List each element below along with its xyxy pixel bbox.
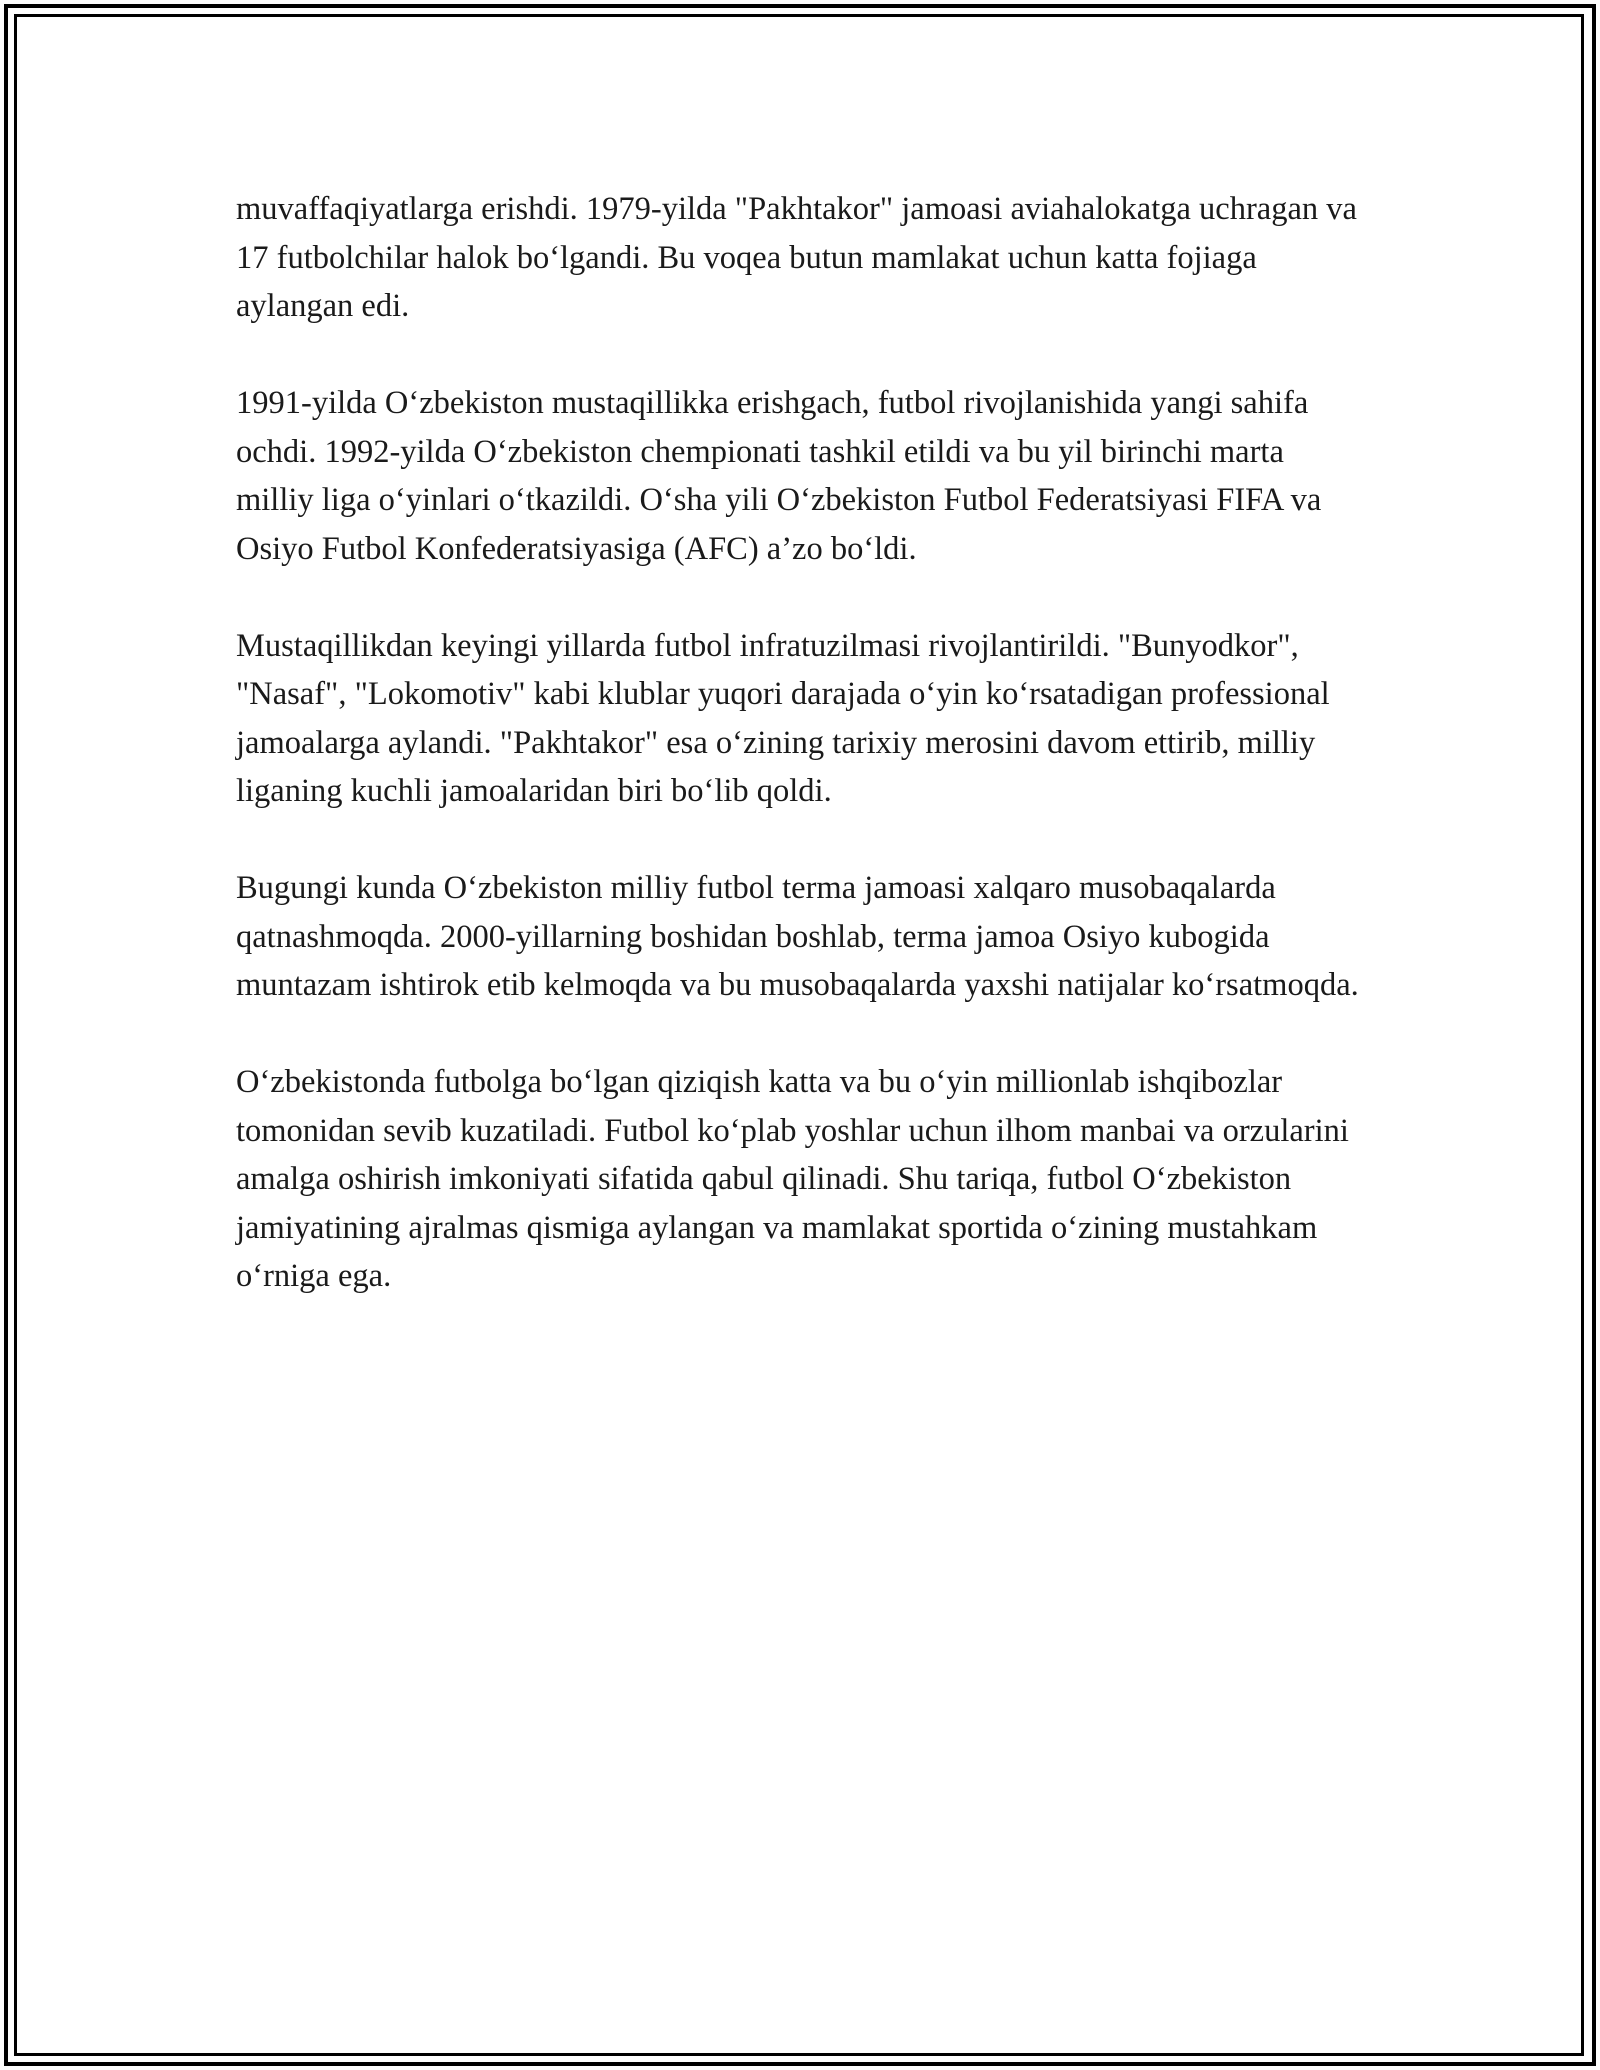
- paragraph-5: O‘zbekistonda futbolga bo‘lgan qiziqish katta va bu o‘yin millionlab ishqibozlar tomonidan sevib kuzatiladi. Futbol ko‘plab yoshlar uchun ilhom manbai va orzularini amalga oshirish imkoniyati sifatida qabul qilinadi. Shu tariqa, futbol O‘zbekiston jamiyatining ajralmas qismiga aylangan va mamlakat sportida o‘zining mustahkam o‘rniga ega.: [236, 1064, 1349, 1294]
- paragraph-4: Bugungi kunda O‘zbekiston milliy futbol terma jamoasi xalqaro musobaqalarda qatnashmoqda. 2000-yillarning boshidan boshlab, terma jamoa Osiyo kubogida muntazam ishtirok etib kelmoqda va bu musobaqalarda yaxshi natijalar ko‘rsatmoqda.: [236, 870, 1359, 1003]
- paragraph-2: 1991-yilda O‘zbekiston mustaqillikka erishgach, futbol rivojlanishida yangi sahifa ochdi. 1992-yilda O‘zbekiston chempionati tashkil etildi va bu yil birinchi marta milliy liga o‘yinlari o‘tkazildi. O‘sha yili O‘zbekiston Futbol Federatsiyasi FIFA va Osiyo Futbol Konfederatsiyasiga (AFC) a’zo bo‘ldi.: [236, 385, 1322, 567]
- document-body: [236, 185, 1366, 1349]
- paragraph-1: muvaffaqiyatlarga erishdi. 1979-yilda "Pakhtakor" jamoasi aviahalokatga uchragan va 17 futbolchilar halok bo‘lgandi. Bu voqea butun mamlakat uchun katta fojiaga aylangan edi.: [236, 191, 1357, 324]
- paragraph-3: Mustaqillikdan keyingi yillarda futbol infratuzilmasi rivojlantirildi. "Bunyodkor", "Nasaf", "Lokomotiv" kabi klublar yuqori darajada o‘yin ko‘rsatadigan professional jamoalarga aylandi. "Pakhtakor" esa o‘zining tarixiy merosini davom ettirib, milliy liganing kuchli jamoalaridan biri bo‘lib qoldi.: [236, 627, 1330, 809]
